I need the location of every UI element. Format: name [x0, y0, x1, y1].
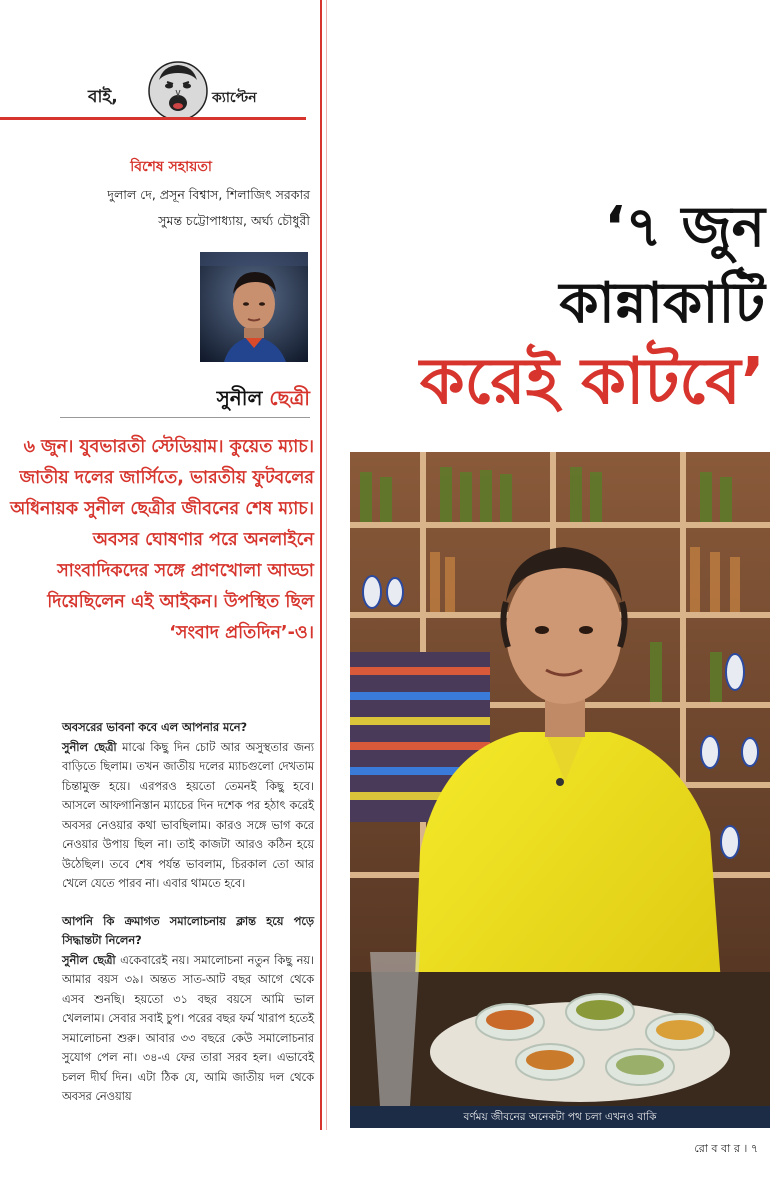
column-divider-pink	[326, 0, 327, 1130]
qa-answer-name: সুনীল ছেত্রী	[62, 953, 116, 967]
headline-line-1: ‘৭ জুন	[604, 195, 765, 260]
intro-paragraph: ৬ জুন। যুবভারতী স্টেডিয়াম। কুয়েত ম্যাচ। জাতীয় দলের জার্সিতে, ভারতীয় ফুটবলের অধিনায়ক সুনীল ছেত্রীর জীবনের শেষ ম্যাচ। অবসর ঘোষণার পরে অনলাইনে সাংবাদিকদের সঙ্গে প্রাণখোলা আড্ডা দিয়েছিলেন এই আইকন। উপস্থিত ছিল ‘সংবাদ প্রতিদিন’-ও।	[10, 437, 314, 643]
qa-answer: মাঝে কিছু দিন চোট আর অসুস্থতার জন্য বাড়িতে ছিলাম। তখন জাতীয় দলের ম্যাচগুলো দেখতাম চিন্তামুক্ত হয়ে। এরপরও হয়তো তেমনই কিছু হবে। আসলে আফগানিস্তান ম্যাচের দিন দশেক পর হঠাৎ করেই অবসর নেওয়ার কথা ভাবছিলাম। কারও সঙ্গে ভাগ করে নেওয়ার উপায় ছিল না। তাই কাজটা আরও কঠিন হয়ে উঠেছিল। তবে শেষ পর্যন্ত ভাবলাম, চিরকাল তো আর খেলে যেতে পারব না। এবার থামতে হবে।	[62, 740, 314, 890]
credits-line-1: দুলাল দে, প্রসূন বিশ্বাস, শিলাজিৎ সরকার	[107, 187, 310, 202]
credits-line-2: সুমন্ত চট্টোপাধ্যায়, অর্ঘ্য চৌধুরী	[158, 213, 310, 228]
byline-last-name: ছেত্রী	[269, 386, 310, 410]
column-header-left-word: বাই,	[88, 87, 118, 107]
qa-answer: একেবারেই নয়। সমালোচনা নতুন কিছু নয়। আমার বয়স ৩৯। অন্তত সাত-আট বছর আগে থেকে এসব শুনছি। হয়তো ৩১ বছর বয়সে আমি ভাল খেললাম। সেবার সবাই চুপ। পরের বছর ফর্ম খারাপ হতেই সমালোচনা শুরু। আবার ৩৩ বছরে কেউ সমালোচনার সুযোগ পেল না। ৩৪-এ ফের তারা সরব হল। এভাবেই চলল দীর্ঘ দিন। এটা ঠিক যে, আমি জাতীয় দল থেকে অবসর নেওয়ায়	[62, 953, 315, 1103]
interview-body	[62, 718, 314, 1125]
column-header	[0, 60, 310, 130]
page-folio: রো ব বা র । ৭	[694, 1142, 758, 1155]
qa-item	[62, 912, 314, 1107]
headline-line-3: করেই কাটবে’	[419, 345, 765, 419]
qa-question: অবসরের ভাবনা কবে এল আপনার মনে?	[62, 721, 248, 734]
byline-first-name: সুনীল	[216, 386, 263, 410]
headline	[340, 190, 765, 422]
main-photo	[350, 452, 770, 1106]
photo-caption: বর্ণময় জীবনের অনেকটা পথ চলা এখনও বাকি	[350, 1106, 770, 1128]
column-header-rule	[0, 117, 306, 120]
column-header-right-word: ক্যাপ্টেন	[212, 90, 257, 106]
credits-heading: বিশেষ সহায়তা	[130, 159, 212, 175]
byline-rule	[60, 417, 310, 418]
qa-question: আপনি কি ক্রমাগত সমালোচনায় ক্লান্ত হয়ে পড়ে সিদ্ধান্তটা নিলেন?	[62, 914, 314, 947]
shouting-face-caricature-icon	[147, 60, 209, 118]
qa-item	[62, 718, 314, 894]
headline-line-2: কান্নাকাটি	[559, 271, 765, 336]
byline-portrait	[200, 252, 308, 362]
column-divider-red	[320, 0, 322, 1130]
credits-block	[0, 155, 318, 239]
byline	[0, 384, 310, 417]
qa-answer-name: সুনীল ছেত্রী	[62, 740, 117, 754]
